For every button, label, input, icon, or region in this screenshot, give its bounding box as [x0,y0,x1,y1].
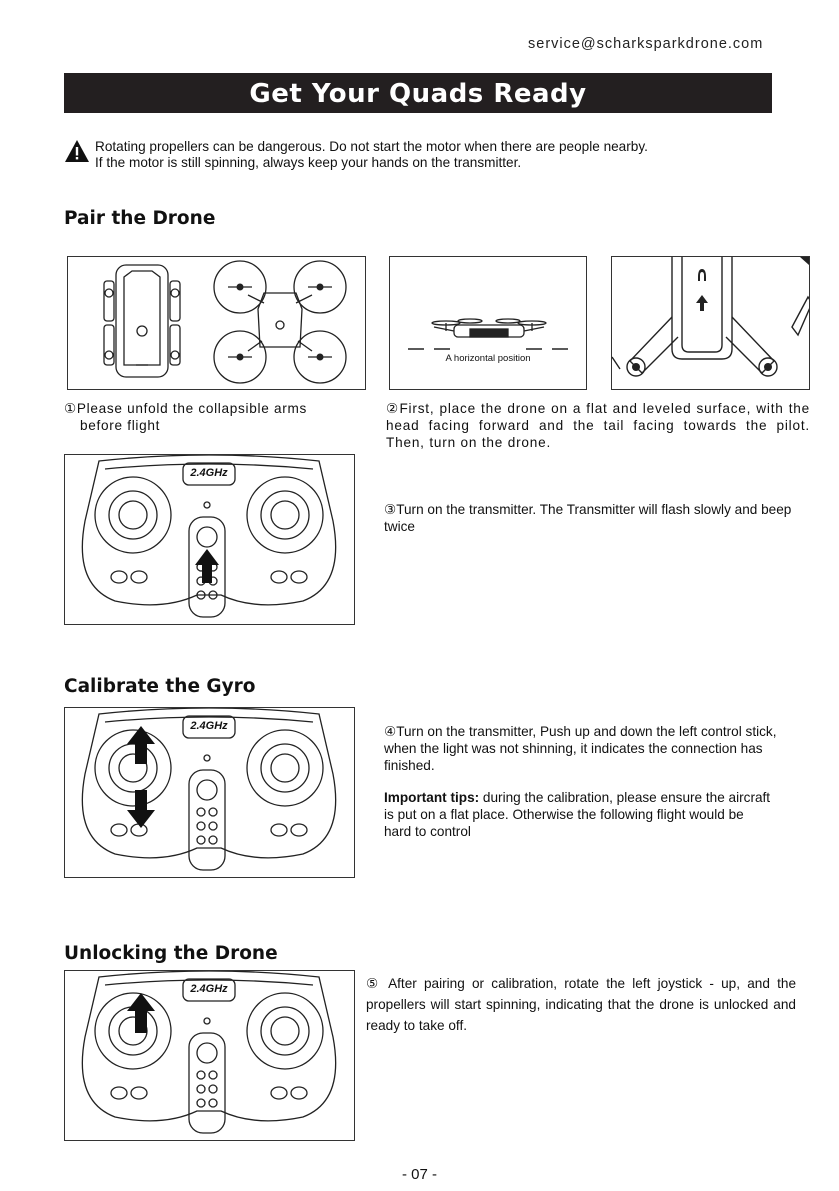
drone-folded-unfolded-illustration [68,257,365,389]
band-label: 2.4GHz [190,983,228,995]
step-2-number: ② [386,401,400,416]
step-2-caption [386,400,810,451]
step-4-number: ④ [384,724,397,739]
transmitter-power-on-illustration [65,455,354,624]
service-email: service@scharksparkdrone.com [528,36,764,52]
transmitter-figure-pair [64,454,355,625]
transmitter-figure-unlock [64,970,355,1141]
step-3-number: ③ [384,502,397,517]
band-label: 2.4GHz [190,467,228,479]
drone-front-closeup-illustration [612,257,809,389]
drone-side-view-illustration [390,257,586,389]
important-tips-text: during the calibration, please ensure the aircraft is put on a flat place. Otherwise the following flight would be hard to control [384,790,771,839]
page-number: - 07 - [401,1166,437,1183]
step-1-line-1: Please unfold the collapsible arms [76,401,307,416]
step-1-number: ① [64,401,77,416]
step-5-number: ⑤ [366,976,382,991]
drone-closeup-figure [611,256,810,390]
step-1-line-2: before flight [80,418,161,433]
step-4-text: Turn on the transmitter, Push up and down the left control stick, when the light was not shinning, it indicates the connection has finished. [384,724,777,773]
step-3-text: Turn on the transmitter. The Transmitter will flash slowly and beep twice [384,502,792,534]
step-5-caption [366,973,796,1036]
horizontal-position-label: A horizontal position [445,353,531,364]
band-label: 2.4GHz [190,720,228,732]
important-tips [384,789,774,840]
section-title-unlock: Unlocking the Drone [64,943,278,964]
step-1-caption [64,400,364,434]
transmitter-stick-up-down-illustration [65,708,354,877]
section-title-pair: Pair the Drone [64,208,216,229]
step-5-text: After pairing or calibration, rotate the left joystick - up, and the propellers will start spinning, indicating that the drone is unlocked and ready to take off. [366,976,797,1033]
horizontal-position-figure [389,256,587,390]
step-2-text: First, place the drone on a flat and leveled surface, with the head facing forward and the tail facing towards the pilot. Then, turn on the drone. [386,401,810,450]
warning-line-2: If the motor is still spinning, always keep your hands on the transmitter. [95,155,522,170]
section-title-calibrate: Calibrate the Gyro [64,676,256,697]
transmitter-stick-up-illustration [65,971,354,1140]
warning-text [95,139,648,171]
warning-line-1: Rotating propellers can be dangerous. Do not start the motor when there are people nearby. [95,139,648,154]
page-title: Get Your Quads Ready [249,79,587,109]
step-3-caption [384,501,810,535]
warning-triangle-icon [64,139,90,163]
step-4-caption [384,723,784,774]
transmitter-figure-calibrate [64,707,355,878]
important-tips-label: Important tips: [384,790,480,805]
unfold-arms-figure [67,256,366,390]
